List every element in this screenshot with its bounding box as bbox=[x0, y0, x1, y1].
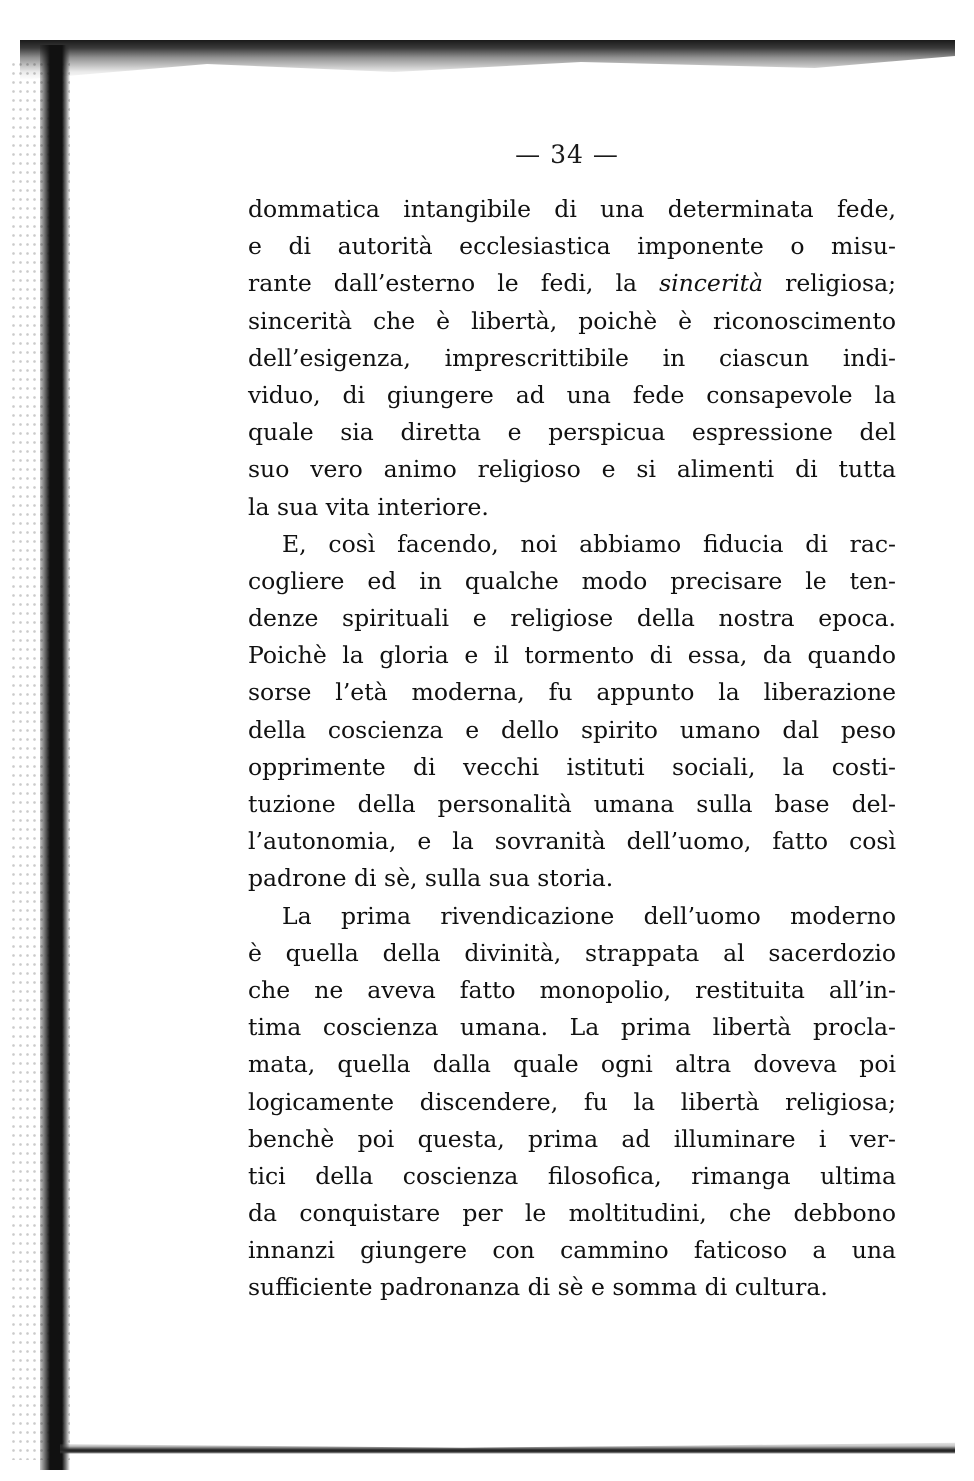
text-line: dommatica intangibile di una determinata fede, bbox=[248, 195, 896, 223]
paragraph-3 bbox=[248, 898, 896, 1307]
paragraph-1 bbox=[248, 191, 896, 526]
text-line: da conquistare per le moltitudini, che debbono bbox=[248, 1199, 896, 1228]
text-line: che ne aveva fatto monopolio, restituita all’in- bbox=[248, 975, 896, 1004]
text-line: opprimente di vecchi istituti sociali, la costi- bbox=[248, 752, 896, 781]
body-text bbox=[248, 191, 896, 1307]
text-line: Poichè la gloria e il tormento di essa, da quando bbox=[248, 641, 896, 670]
text-line: benchè poi questa, prima ad illuminare i ver- bbox=[248, 1124, 896, 1153]
text-line: La prima rivendicazione dell’uomo moderno bbox=[282, 901, 896, 930]
text-line: cogliere ed in qualche modo precisare le ten- bbox=[248, 566, 896, 595]
paragraph-2 bbox=[248, 526, 896, 898]
text-line: tuzione della personalità umana sulla base del- bbox=[248, 790, 896, 818]
scan-edge-top bbox=[20, 40, 955, 80]
text-line: della coscienza e dello spirito umano dal peso bbox=[248, 715, 896, 744]
text-line: l’autonomia, e la sovranità dell’uomo, fatto così bbox=[248, 827, 896, 856]
text-line: viduo, di giungere ad una fede consapevole la bbox=[248, 380, 896, 409]
text-line: e di autorità ecclesiastica imponente o misu- bbox=[248, 232, 896, 261]
text-line: tima coscienza umana. La prima libertà procla- bbox=[248, 1013, 896, 1042]
text-line-mixed bbox=[248, 265, 896, 302]
scan-edge-bottom bbox=[60, 1440, 955, 1454]
text-line: padrone di sè, sulla sua storia. bbox=[248, 864, 614, 893]
italic-word: sincerità bbox=[659, 269, 764, 298]
text-line: denze spirituali e religiose della nostra epoca. bbox=[248, 604, 896, 633]
scan-edge-left bbox=[40, 45, 70, 1470]
text-line: è quella della divinità, strappata al sacerdozio bbox=[248, 938, 896, 967]
text-line: E, così facendo, noi abbiamo fiducia di rac- bbox=[282, 529, 896, 558]
page-number: — 34 — bbox=[515, 140, 619, 169]
text-line: quale sia diretta e perspicua espressione del bbox=[248, 418, 896, 447]
text-line: suo vero animo religioso e si alimenti di tutta bbox=[248, 455, 896, 484]
text-line: tici della coscienza filosofica, rimanga ultima bbox=[248, 1161, 896, 1190]
text-line: la sua vita interiore. bbox=[248, 492, 489, 521]
text-line: sorse l’età moderna, fu appunto la liberazione bbox=[248, 678, 896, 707]
text-line: sufficiente padronanza di sè e somma di cultura. bbox=[248, 1273, 828, 1302]
text-line-start: rante dall’esterno le fedi, la bbox=[248, 269, 637, 298]
text-line: dell’esigenza, imprescrittibile in ciascun indi- bbox=[248, 343, 896, 372]
text-line: innanzi giungere con cammino faticoso a una bbox=[248, 1236, 896, 1265]
text-line: logicamente discendere, fu la libertà religiosa; bbox=[248, 1087, 896, 1116]
text-line: mata, quella dalla quale ogni altra doveva poi bbox=[248, 1050, 896, 1079]
text-line: sincerità che è libertà, poichè è riconoscimento bbox=[248, 306, 896, 335]
text-line-end: religiosa; bbox=[785, 269, 896, 298]
